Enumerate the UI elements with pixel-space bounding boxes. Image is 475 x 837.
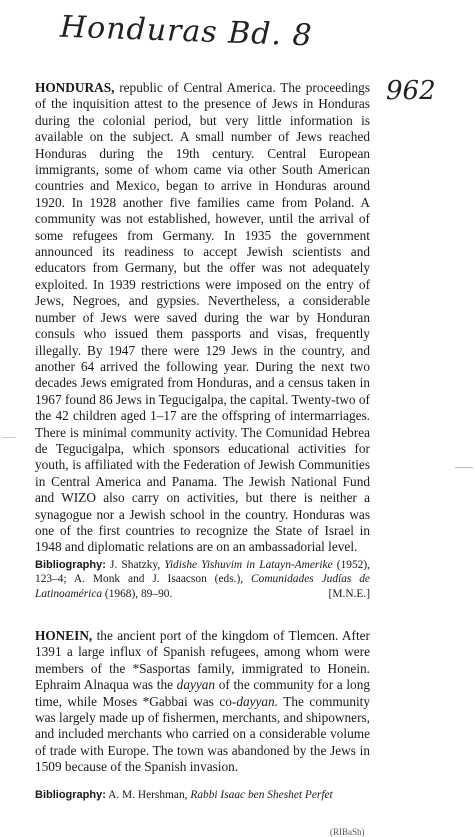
- article-honein: [35, 628, 370, 802]
- article-heading: HONEIN,: [35, 628, 93, 643]
- handwritten-page-number: 962: [386, 76, 436, 106]
- scan-mark: [455, 467, 473, 468]
- author-signature: [M.N.E.]: [328, 587, 370, 600]
- article-heading: HONDURAS,: [35, 80, 115, 95]
- article-body: HONEIN, the ancient port of the kingdom of Tlemcen. After 1391 a large influx of Spanish refugees, among whom were members of the *Sasportas family, immigrated to Honein. Ephraim Alnaqua was the dayyan of the community for a long time, while Moses *Gabbai was co-dayyan. The community was largely made up of fishermen, merchants, and shipowners, and included merchants who carried on a considerable volume of trade with Europe. The town was abandoned by the Jews in 1509 because of the Spanish invasion.: [35, 628, 371, 775]
- scan-mark: [2, 437, 16, 438]
- bibliography: Bibliography: A. M. Hershman, Rabbi Isaac ben Sheshet Perfet: [35, 788, 333, 801]
- article-body: HONDURAS, republic of Central America. The proceedings of the inquisition attest to the presence of Jews in Honduras during the colonial period, but very little information is available on the subject. A small number of Jews reached Honduras during the 19th century. Central European immigrants, some of whom came via other South American countries and Mexico, began to arrive in Honduras around 1920. In 1928 another five families came from Poland. A community was not established, however, until the arrival of some refugees from Germany. In 1935 the government announced its readiness to accept Jewish scientists and educators from Germany, but the offer was not adequately exploited. In 1939 restrictions were imposed on the entry of Jews, Negroes, and gypsies. Nevertheless, a considerable number of Jews were saved during the war by Honduran consuls who issued them passports and visas, frequently illegally. By 1947 there were 129 Jews in the country, and another 64 arrived the following year. During the next two decades Jews emigrated from Honduras, and a census taken in 1967 found 86 Jews in Tegucigalpa, the capital. Twenty-two of the 42 children aged 1–17 are the offspring of intermarriages. There is minimal community activity. The Comunidad Hebrea de Tegucigalpa, which sponsors educational activities for youth, is affiliated with the Federation of Jewish Communities in Central America and Panama. The Jewish National Fund and WIZO also carry on activities, but there is neither a synagogue nor a Jewish school in the country. Honduras was one of the first countries to recognize the State of Israel in 1948 and diplomatic relations are on an ambassadorial level.: [35, 80, 370, 555]
- bibliography: Bibliography: J. Shatzky, Yidishe Yishuvim in Latayn-Amerike (1952), 123–4; A. Monk and J. Isaacson (eds.), Comunidades Judías de Latinoamérica (1968), 89–90. [M.N.E.]: [35, 558, 370, 600]
- article-honduras: [35, 80, 370, 601]
- handwritten-title: Honduras Bd. 8: [59, 9, 314, 54]
- cut-off-text: (RIBaSh): [330, 827, 365, 837]
